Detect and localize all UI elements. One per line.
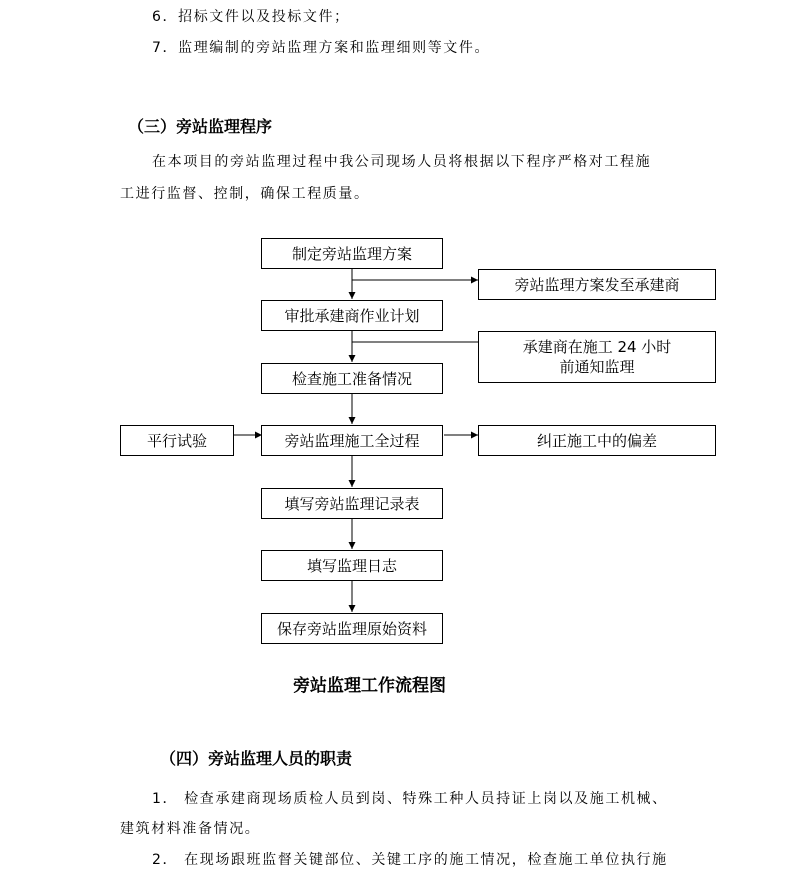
flow-box-save-data: 保存旁站监理原始资料: [261, 613, 443, 644]
flow-box-check-preparation: 检查施工准备情况: [261, 363, 443, 394]
section3-paragraph-line-1: 在本项目的旁站监理过程中我公司现场人员将根据以下程序严格对工程施: [152, 154, 652, 170]
section-heading-4: （四）旁站监理人员的职责: [160, 749, 353, 768]
flow-box-parallel-test: 平行试验: [120, 425, 234, 456]
list-item-7: 7．监理编制的旁站监理方案和监理细则等文件。: [152, 40, 491, 56]
flow-box-make-plan: 制定旁站监理方案: [261, 238, 443, 269]
flow-box-fill-record: 填写旁站监理记录表: [261, 488, 443, 519]
section4-paragraph-line-2: 建筑材料准备情况。: [120, 821, 261, 837]
flow-box-approve-plan: 审批承建商作业计划: [261, 300, 443, 331]
flow-box-correct-deviation: 纠正施工中的偏差: [478, 425, 716, 456]
section3-paragraph-line-2: 工进行监督、控制，确保工程质量。: [120, 186, 370, 202]
flow-box-send-plan: 旁站监理方案发至承建商: [478, 269, 716, 300]
notify-line-1: 承建商在施工 24 小时: [522, 338, 672, 356]
flow-box-supervise-process: 旁站监理施工全过程: [261, 425, 443, 456]
section4-paragraph-line-3: 2． 在现场跟班监督关键部位、关键工序的施工情况，检查施工单位执行施: [152, 852, 668, 868]
list-item-6: 6．招标文件以及投标文件；: [152, 9, 350, 25]
flowchart-caption: 旁站监理工作流程图: [293, 676, 446, 696]
notify-line-2: 前通知监理: [559, 358, 635, 376]
section4-paragraph-line-1: 1． 检查承建商现场质检人员到岗、特殊工种人员持证上岗以及施工机械、: [152, 791, 668, 807]
flow-box-fill-log: 填写监理日志: [261, 550, 443, 581]
section-heading-3: （三）旁站监理程序: [128, 117, 273, 136]
flow-box-notify-24h: [478, 331, 716, 383]
